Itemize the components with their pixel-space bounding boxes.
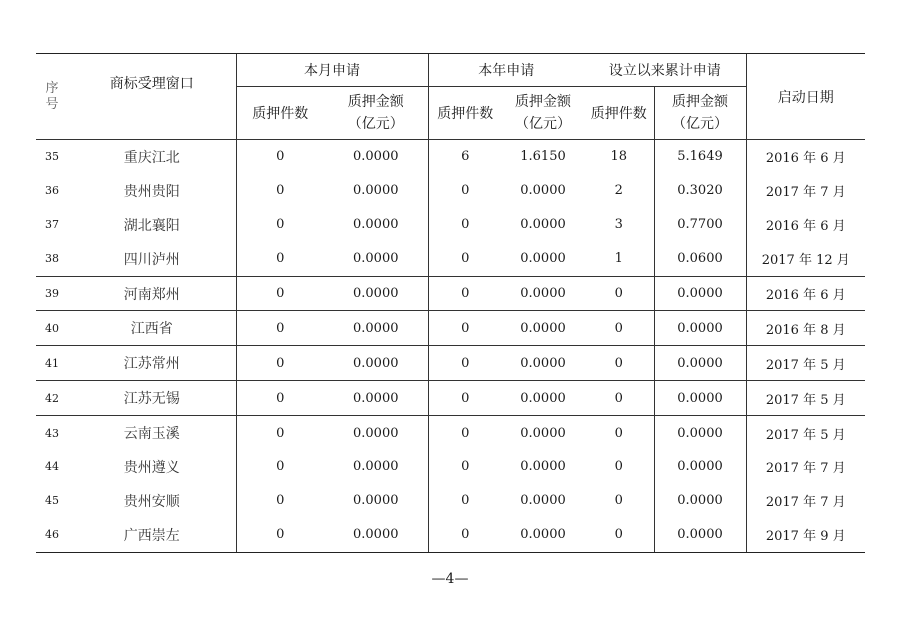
year-count-cell: 6: [428, 140, 502, 174]
table-row: [36, 381, 865, 416]
window-name-cell: 重庆江北: [68, 140, 236, 174]
year-amount-header: 质押金额 （亿元）: [515, 94, 571, 132]
window-name-cell: 湖北襄阳: [123, 217, 180, 234]
total-count-cell: 0: [584, 276, 654, 311]
table-row: [36, 311, 865, 346]
page-number: —4—: [431, 571, 469, 587]
total-amount-cell: 0.0000: [654, 276, 746, 311]
table-row: [36, 174, 865, 208]
month-count-cell: 0: [236, 346, 324, 381]
row-index-cell: 38: [45, 252, 59, 266]
month-amount-cell: 0.0000: [353, 493, 399, 509]
year-count-cell: 0: [428, 346, 502, 381]
window-name-cell: 四川泸州: [123, 251, 180, 268]
total-count-cell: 1: [614, 251, 623, 267]
total-count-cell: 0: [584, 311, 654, 346]
month-amount-cell: 0.0000: [324, 140, 428, 174]
month-amount-cell: 0.0000: [324, 416, 428, 450]
total-amount-cell: 5.1649: [654, 140, 746, 174]
row-index-cell: 37: [45, 218, 59, 232]
total-amount-cell: 0.0000: [654, 450, 746, 484]
month-count-header: 质押件数: [236, 87, 324, 140]
table-row: [36, 208, 865, 242]
year-amount-cell: 0.0000: [502, 276, 584, 311]
month-amount-cell: 0.0000: [353, 459, 399, 475]
total-count-cell: 0: [614, 459, 623, 475]
start-date-header: 启动日期: [746, 54, 865, 140]
total-count-cell: 0: [584, 381, 654, 416]
year-amount-cell: 0.0000: [502, 381, 584, 416]
year-amount-cell: 0.0000: [520, 217, 566, 233]
month-amount-cell: 0.0000: [324, 311, 428, 346]
total-amount-cell: 0.0000: [654, 484, 746, 518]
year-amount-cell: 0.0000: [520, 493, 566, 509]
year-count-cell: 0: [428, 416, 502, 450]
month-group-header: 本月申请: [236, 54, 428, 87]
table-row: [36, 140, 865, 174]
pledge-statistics-table-container: [36, 53, 865, 553]
start-date-cell: 2017 年 5 月: [746, 381, 865, 416]
total-count-cell: 0: [584, 346, 654, 381]
table-body: [36, 140, 865, 553]
row-index-cell: 43: [36, 416, 68, 450]
total-amount-cell: 0.0000: [654, 518, 746, 552]
year-amount-cell: 0.0000: [502, 311, 584, 346]
row-index-cell: 39: [36, 276, 68, 311]
year-count-cell: 0: [428, 276, 502, 311]
total-count-cell: 0: [614, 493, 623, 509]
year-amount-cell: 0.0000: [502, 416, 584, 450]
year-count-cell: 0: [428, 242, 502, 276]
total-amount-cell: 0.3020: [654, 174, 746, 208]
year-count-cell: 0: [428, 381, 502, 416]
table-row: [36, 416, 865, 450]
month-amount-cell: 0.0000: [353, 217, 399, 233]
month-amount-cell: 0.0000: [324, 346, 428, 381]
year-amount-cell: 0.0000: [502, 346, 584, 381]
year-amount-cell: 0.0000: [520, 459, 566, 475]
index-header: 序 号: [36, 54, 68, 140]
year-count-cell: 0: [428, 174, 502, 208]
table-header: [36, 54, 865, 140]
start-date-cell: 2016 年 6 月: [746, 208, 865, 242]
month-count-cell: 0: [236, 208, 324, 242]
total-count-cell: 18: [584, 140, 654, 174]
year-amount-cell: 0.0000: [520, 183, 566, 199]
window-name-cell: 贵州安顺: [123, 493, 180, 510]
year-count-cell: 0: [428, 518, 502, 552]
month-count-cell: 0: [236, 381, 324, 416]
window-name-cell: 江苏常州: [68, 346, 236, 381]
month-amount-cell: 0.0000: [324, 518, 428, 552]
row-index-cell: 41: [36, 346, 68, 381]
month-amount-cell: 0.0000: [353, 251, 399, 267]
start-date-cell: 2016 年 8 月: [746, 311, 865, 346]
table-row: [36, 276, 865, 311]
month-count-cell: 0: [236, 450, 324, 484]
month-count-cell: 0: [236, 242, 324, 276]
month-amount-cell: 0.0000: [324, 276, 428, 311]
total-amount-cell: 0.0000: [654, 416, 746, 450]
total-amount-cell: 0.0000: [654, 346, 746, 381]
start-date-cell: 2017 年 12 月: [746, 242, 865, 276]
year-count-cell: 0: [428, 208, 502, 242]
year-group-header: 本年申请: [428, 54, 584, 87]
window-name-cell: 江苏无锡: [68, 381, 236, 416]
pledge-statistics-table: [36, 53, 865, 553]
row-index-cell: 42: [36, 381, 68, 416]
row-index-cell: 44: [45, 460, 59, 474]
table-row: [36, 518, 865, 552]
total-group-header: 设立以来累计申请: [584, 54, 746, 87]
month-count-cell: 0: [236, 311, 324, 346]
table-row: [36, 242, 865, 276]
month-count-cell: 0: [236, 276, 324, 311]
total-count-cell: 0: [584, 416, 654, 450]
month-count-cell: 0: [236, 416, 324, 450]
total-amount-cell: 0.0000: [654, 311, 746, 346]
start-date-cell: 2016 年 6 月: [746, 140, 865, 174]
total-amount-cell: 0.0000: [654, 381, 746, 416]
row-index-cell: 46: [36, 518, 68, 552]
window-name-cell: 广西崇左: [68, 518, 236, 552]
year-amount-cell: 1.6150: [502, 140, 584, 174]
start-date-cell: 2016 年 6 月: [746, 276, 865, 311]
row-index-cell: 36: [45, 184, 59, 198]
year-count-header: 质押件数: [428, 87, 502, 140]
start-date-cell: 2017 年 9 月: [746, 518, 865, 552]
month-count-cell: 0: [236, 174, 324, 208]
month-amount-cell: 0.0000: [324, 381, 428, 416]
window-name-cell: 贵州遵义: [123, 459, 180, 476]
table-row: [36, 484, 865, 518]
start-date-cell: 2017 年 7 月: [746, 484, 865, 518]
row-index-cell: 40: [36, 311, 68, 346]
year-count-cell: 0: [428, 450, 502, 484]
month-amount-cell: 0.0000: [353, 183, 399, 199]
total-count-header: 质押件数: [590, 106, 647, 122]
window-name-cell: 贵州贵阳: [123, 183, 180, 200]
window-name-cell: 河南郑州: [68, 276, 236, 311]
total-count-cell: 2: [614, 183, 623, 199]
start-date-cell: 2017 年 5 月: [746, 416, 865, 450]
window-name-cell: 江西省: [68, 311, 236, 346]
year-count-cell: 0: [428, 484, 502, 518]
start-date-cell: 2017 年 5 月: [746, 346, 865, 381]
start-date-cell: 2017 年 7 月: [746, 450, 865, 484]
table-row: [36, 346, 865, 381]
total-amount-cell: 0.0600: [654, 242, 746, 276]
month-count-cell: 0: [236, 518, 324, 552]
year-amount-cell: 0.0000: [502, 518, 584, 552]
total-count-cell: 3: [614, 217, 623, 233]
row-index-cell: 45: [45, 494, 59, 508]
window-header: 商标受理窗口: [68, 54, 236, 140]
start-date-cell: 2017 年 7 月: [746, 174, 865, 208]
window-name-cell: 云南玉溪: [68, 416, 236, 450]
year-count-cell: 0: [428, 311, 502, 346]
total-amount-cell: 0.7700: [654, 208, 746, 242]
row-index-cell: 35: [36, 140, 68, 174]
year-amount-cell: 0.0000: [520, 251, 566, 267]
total-amount-header: 质押金额 （亿元）: [654, 87, 746, 140]
total-count-cell: 0: [584, 518, 654, 552]
table-row: [36, 450, 865, 484]
month-count-cell: 0: [236, 484, 324, 518]
month-amount-header: 质押金额 （亿元）: [347, 94, 404, 132]
month-count-cell: 0: [236, 140, 324, 174]
